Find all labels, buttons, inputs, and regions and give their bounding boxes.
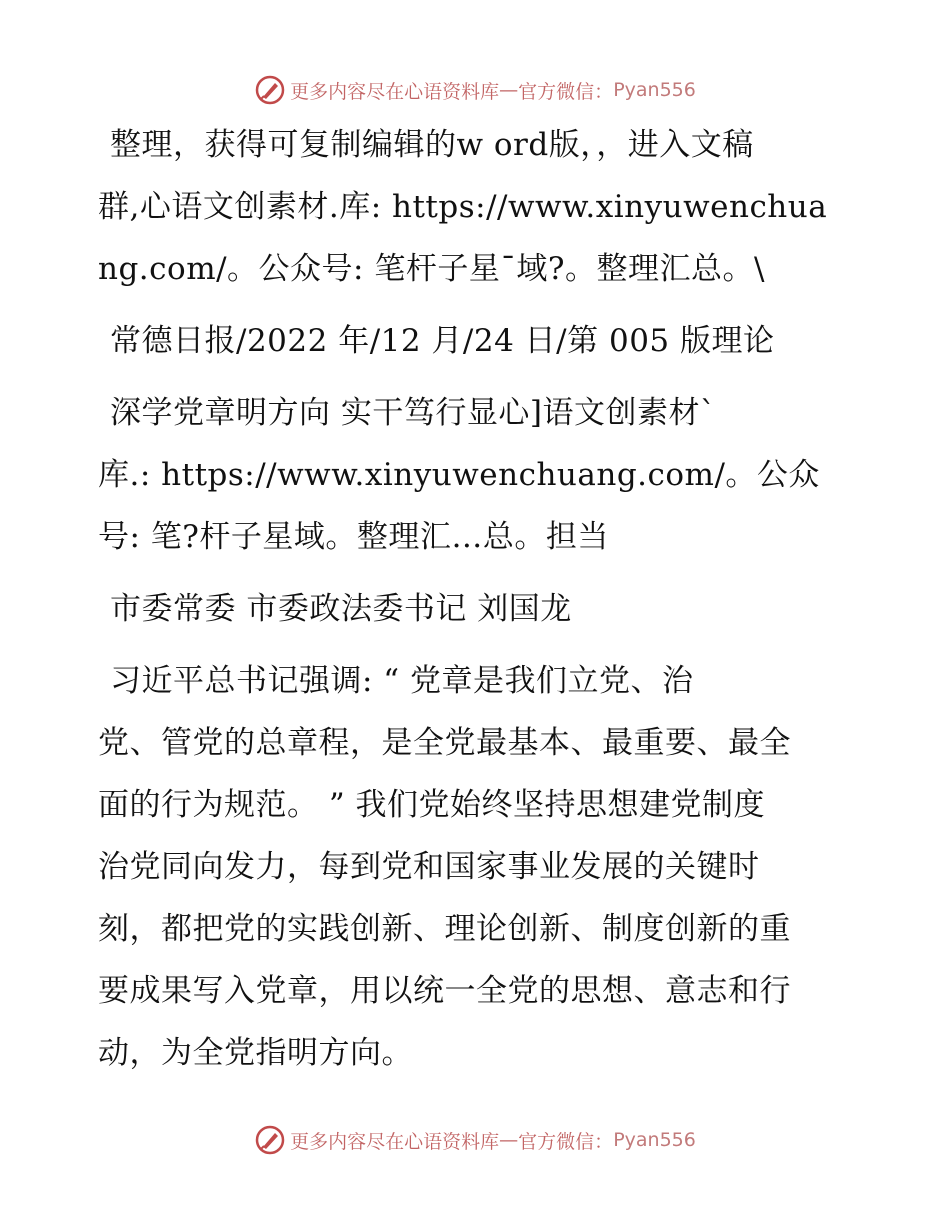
text-line: 整理，获得可复制编辑的w ord版，，进入文稿 — [110, 127, 754, 163]
text-line: 习近平总书记强调: “ 党章是我们立党、治 — [110, 663, 694, 699]
text-line: 号: 笔?杆子星域。整理汇…总。担当 — [98, 519, 609, 555]
text-line: 动，为全党指明方向。 — [98, 1035, 413, 1071]
watermark-dash: — — [499, 79, 519, 101]
text-line: ng.com/。公众号: 笔杆子星¯域?。整理汇总。\ — [98, 251, 765, 287]
paragraph-intro — [98, 114, 858, 300]
text-line: 治党同向发力，每到党和国家事业发展的关键时 — [98, 849, 760, 885]
paragraph-main — [98, 650, 858, 1084]
text-line: 常德日报/2022 年/12 月/24 日/第 005 版理论 — [110, 323, 775, 359]
watermark-dash: — — [499, 1129, 519, 1151]
watermark-official: 官方微信： — [518, 80, 614, 103]
watermark-official: 官方微信： — [518, 1130, 614, 1153]
document-body — [98, 114, 858, 1084]
watermark-text: 更多内容尽在心语资料库 — [290, 1130, 500, 1153]
paragraph-source — [98, 310, 858, 372]
text-line: 群,心语文创素材.库: https://www.xinyuwenchua — [98, 189, 828, 225]
header-watermark — [0, 70, 950, 110]
paragraph-author — [98, 578, 858, 640]
text-line: 市委常委 市委政法委书记 刘国龙 — [110, 591, 572, 627]
paragraph-title — [98, 382, 858, 568]
text-line: 深学党章明方向 实干笃行显心]语文创素材` — [110, 395, 716, 431]
pen-logo-icon — [254, 74, 286, 106]
text-line: 刻，都把党的实践创新、理论创新、制度创新的重 — [98, 911, 791, 947]
watermark-text: 更多内容尽在心语资料库 — [290, 80, 500, 103]
text-line: 面的行为规范。 ” 我们党始终坚持思想建党制度 — [98, 787, 766, 823]
footer-watermark — [0, 1120, 950, 1160]
text-line: 要成果写入党章，用以统一全党的思想、意志和行 — [98, 973, 791, 1009]
text-line: 库.: https://www.xinyuwenchuang.com/。公众 — [98, 457, 820, 493]
watermark-wechat: Pyan556 — [613, 1129, 696, 1151]
watermark-wechat: Pyan556 — [613, 79, 696, 101]
pen-logo-icon — [254, 1124, 286, 1156]
text-line: 党、管党的总章程，是全党最基本、最重要、最全 — [98, 725, 791, 761]
